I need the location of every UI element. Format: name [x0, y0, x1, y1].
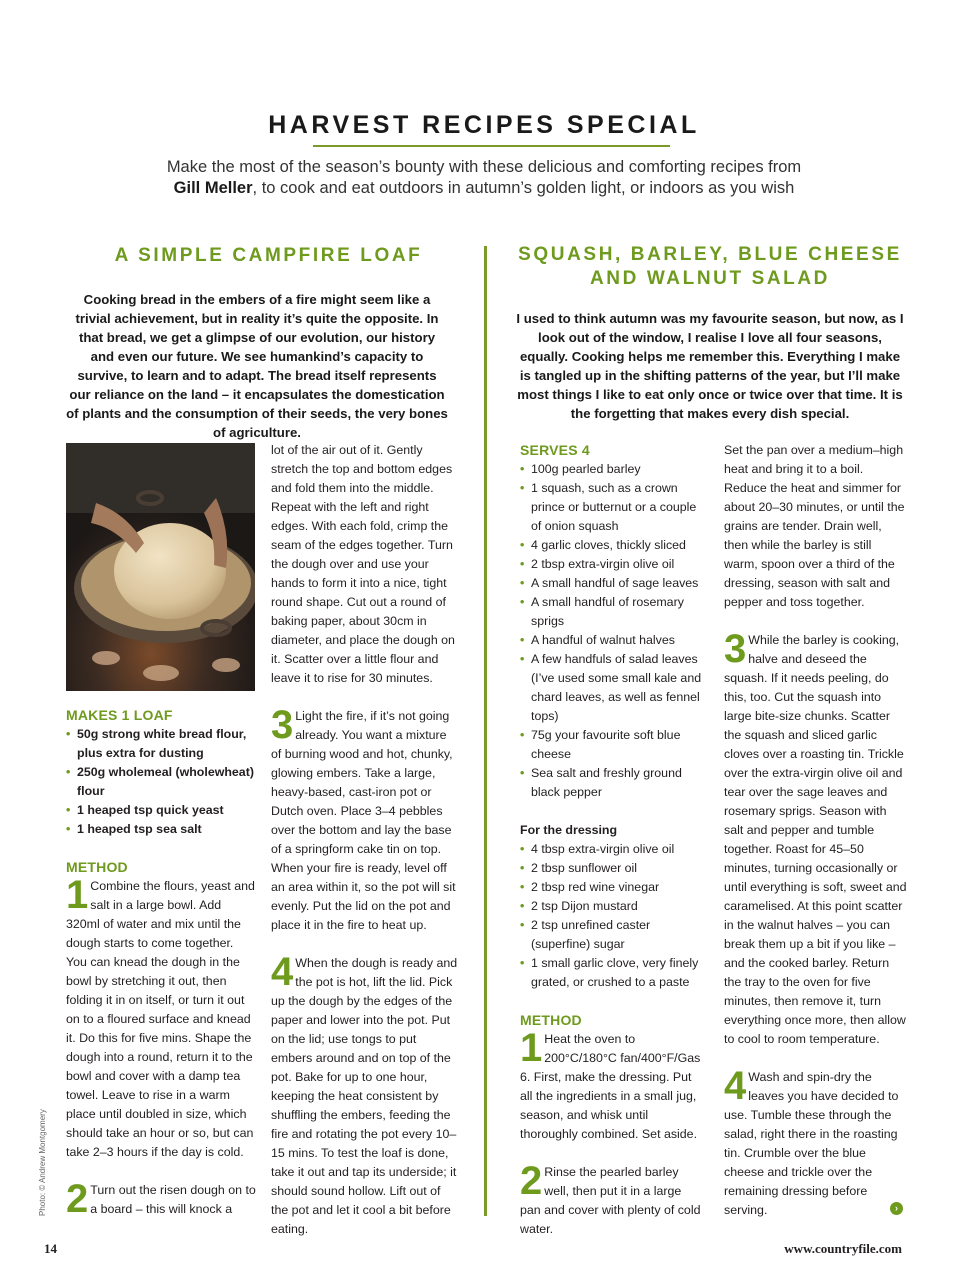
salad-step-3: [724, 627, 908, 1049]
ingredient-item: • 2 tbsp extra-virgin olive oil: [520, 555, 704, 574]
intro-text: [120, 157, 848, 199]
loaf-title: A SIMPLE CAMPFIRE LOAF: [114, 245, 423, 266]
photo-credit: Photo: © Andrew Montgomery: [38, 1109, 47, 1216]
chevron-right-icon: ›: [890, 1202, 903, 1215]
salad-method-label: METHOD: [520, 1012, 582, 1028]
loaf-col-2: [271, 441, 459, 1239]
step-text: lot of the air out of it. Gently stretch the top and bottom edges and fold them into the middle. Repeat with the left and right edges. With each fold, crimp the seam of the edges together. Turn the dough over and use your hands to form it into a nice, tight round shape. Cut out a round of baking paper, about 30cm in diameter, and place the dough on it. Scatter over a little flour and leave it to rise for 30 minutes.: [271, 443, 455, 685]
salad-standfirst: I used to think autumn was my favourite season, but now, as I look out of the window, I realise I love all four seasons, equally. Cooking helps me remember this. Everything I make is tangled up in the shifting patterns of the year, but I’ll make most things I like to eat only once or twice over that time. It is the forgetting that makes every dish special.: [516, 311, 904, 421]
serves-label: SERVES 4: [520, 442, 590, 458]
ingredient-item: • A few handfuls of salad leaves (I’ve used some small kale and chard leaves, as well as fennel tops): [520, 650, 704, 726]
loaf-col-1: [66, 706, 256, 1219]
salad-step-2-continued: [724, 441, 908, 612]
bread-dough-photo: [66, 443, 255, 691]
ingredient-item: • 1 heaped tsp sea salt: [66, 820, 256, 839]
step-number: 4: [724, 1064, 747, 1108]
site-url: www.countryfile.com: [784, 1241, 902, 1256]
salad-ingredient-list: [520, 460, 704, 802]
step-text: Combine the flours, yeast and salt in a large bowl. Add 320ml of water and mix until the dough starts to come together. You can knead the dough in the bowl by stretching it out, then folding it in on itself, or turn it out on to a floured surface and knead it. Do this for five mins. Shape the dough into a round, return it to the bowl and cover with a damp tea towel. Leave to rise in a warm place until doubled in size, which should take an hour or so, but can take 2–3 hours if the day is cold.: [66, 879, 255, 1159]
loaf-step-2-continued: [271, 441, 459, 688]
ingredient-item: • 2 tsp unrefined caster (superfine) sugar: [520, 916, 704, 954]
step-text: Turn out the risen dough on to a board – this will knock a: [90, 1183, 256, 1216]
column-divider: [484, 246, 487, 1216]
loaf-step-3: [271, 703, 459, 935]
salad-title-line2: AND WALNUT SALAD: [589, 268, 831, 289]
salad-col-2: [724, 441, 908, 1220]
ingredient-item: • A small handful of rosemary sprigs: [520, 593, 704, 631]
salad-title: [500, 243, 920, 291]
loaf-step-1: [66, 873, 256, 1162]
dressing-ingredient-list: [520, 840, 704, 992]
ingredient-item: • 1 heaped tsp quick yeast: [66, 801, 256, 820]
intro-after: , to cook and eat outdoors in autumn’s golden light, or indoors as you wish: [252, 179, 795, 197]
bread-photo-image: [66, 443, 255, 691]
ingredient-item: • A handful of walnut halves: [520, 631, 704, 650]
step-number: 2: [66, 1177, 89, 1221]
ingredient-item: • 75g your favourite soft blue cheese: [520, 726, 704, 764]
loaf-standfirst: Cooking bread in the embers of a fire might seem like a trivial achievement, but in reality it’s quite the opposite. In that bread, we get a glimpse of our evolution, our history and even our future. We see humankind’s capacity to survive, to learn and to adapt. The bread itself represents our reliance on the land – it encapsulates the domestication of plants and the consumption of their seeds, the very bones of agriculture.: [66, 292, 448, 440]
ingredient-item: • 4 garlic cloves, thickly sliced: [520, 536, 704, 555]
loaf-step-4: [271, 950, 459, 1239]
ingredient-item: • 2 tsp Dijon mustard: [520, 897, 704, 916]
step-text: Rinse the pearled barley well, then put it in a large pan and cover with plenty of cold water.: [520, 1165, 701, 1236]
ingredient-item: • 4 tbsp extra-virgin olive oil: [520, 840, 704, 859]
ingredient-item: • 1 squash, such as a crown prince or butternut or a couple of onion squash: [520, 479, 704, 536]
loaf-step-2: [66, 1177, 256, 1221]
author-name: Gill Meller: [173, 179, 253, 197]
step-text: Wash and spin-dry the leaves you have decided to use. Tumble these through the salad, right there in the roasting tin. Crumble over the blue cheese and trickle over the remaining dressing before serving.: [724, 1070, 899, 1217]
salad-step-1: [520, 1026, 704, 1144]
dressing-label: For the dressing: [520, 823, 618, 837]
step-number: 4: [271, 950, 294, 994]
title-rule: [313, 145, 670, 147]
ingredient-item: • 100g pearled barley: [520, 460, 704, 479]
step-number: 3: [724, 627, 747, 671]
step-number: 1: [66, 873, 89, 917]
ingredient-item: • 2 tbsp sunflower oil: [520, 859, 704, 878]
step-text: When the dough is ready and the pot is hot, lift the lid. Pick up the dough by the edges of the paper and lower into the pot. Put on the lid; use tongs to put embers around and on top of the pot. Bake for up to one hour, keeping the heat consistent by shuffling the embers, feeding the fire and rotating the pot every 10–15 mins. To test the loaf is done, take it out and tap its underside; it should sound hollow. Lift out of the pot and let it cool a bit before eating.: [271, 956, 458, 1236]
loaf-method-label: METHOD: [66, 859, 128, 875]
ingredient-item: • 1 small garlic clove, very finely grated, or crushed to a paste: [520, 954, 704, 992]
salad-col-1: [520, 441, 704, 1239]
step-number: 2: [520, 1159, 543, 1203]
ingredient-item: • A small handful of sage leaves: [520, 574, 704, 593]
ingredient-item: • Sea salt and freshly ground black pepper: [520, 764, 704, 802]
page-title: HARVEST RECIPES SPECIAL: [268, 111, 700, 139]
step-text: While the barley is cooking, halve and deseed the squash. If it needs peeling, do this, too. Cut the squash into large bite-size chunks. Scatter the squash and sliced garlic cloves over a roasting tin. Trickle over the extra-virgin olive oil and tear over the sage leaves and rosemary sprigs. Season with salt and pepper and tumble together. Roast for 45–50 minutes, turning occasionally or until everything is soft, sweet and caramelised. At this point scatter in the walnut halves – you can break them up a bit if you like – and the cooked barley. Return the tray to the oven for five minutes, then remove it, turn everything once more, then allow to cool to room temperature.: [724, 633, 907, 1046]
step-text: Heat the oven to 200°C/180°C fan/400°F/Gas 6. First, make the dressing. Put all the ingredients in a small jug, season, and whisk until thoroughly combined. Set aside.: [520, 1032, 701, 1141]
salad-step-4: [724, 1064, 908, 1220]
ingredient-item: • 250g wholemeal (wholewheat) flour: [66, 763, 256, 801]
step-text: Set the pan over a medium–high heat and bring it to a boil. Reduce the heat and simmer for about 20–30 minutes, or until the grains are tender. Drain well, then while the barley is still warm, spoon over a third of the dressing, season with salt and pepper and toss together.: [724, 443, 905, 609]
makes-label: MAKES 1 LOAF: [66, 707, 173, 723]
intro-before: Make the most of the season’s bounty with these delicious and comforting recipes from: [166, 158, 802, 176]
step-text: Light the fire, if it’s not going already. You want a mixture of burning wood and hot, chunky, glowing embers. Take a large, heavy-based, cast-iron pot or Dutch oven. Place 3–4 pebbles over the bottom and lay the base of a springform cake tin on top. When your fire is ready, level off an area within it, so the pot will sit evenly. Put the lid on the pot and place it in the fire to heat up.: [271, 709, 456, 932]
ingredient-item: • 2 tbsp red wine vinegar: [520, 878, 704, 897]
loaf-ingredient-list: [66, 725, 256, 839]
step-number: 3: [271, 703, 294, 747]
ingredient-item: • 50g strong white bread flour, plus extra for dusting: [66, 725, 256, 763]
page-number: 14: [44, 1241, 57, 1256]
salad-title-line1: SQUASH, BARLEY, BLUE CHEESE: [518, 244, 902, 265]
salad-step-2: [520, 1159, 704, 1239]
step-number: 1: [520, 1026, 543, 1070]
